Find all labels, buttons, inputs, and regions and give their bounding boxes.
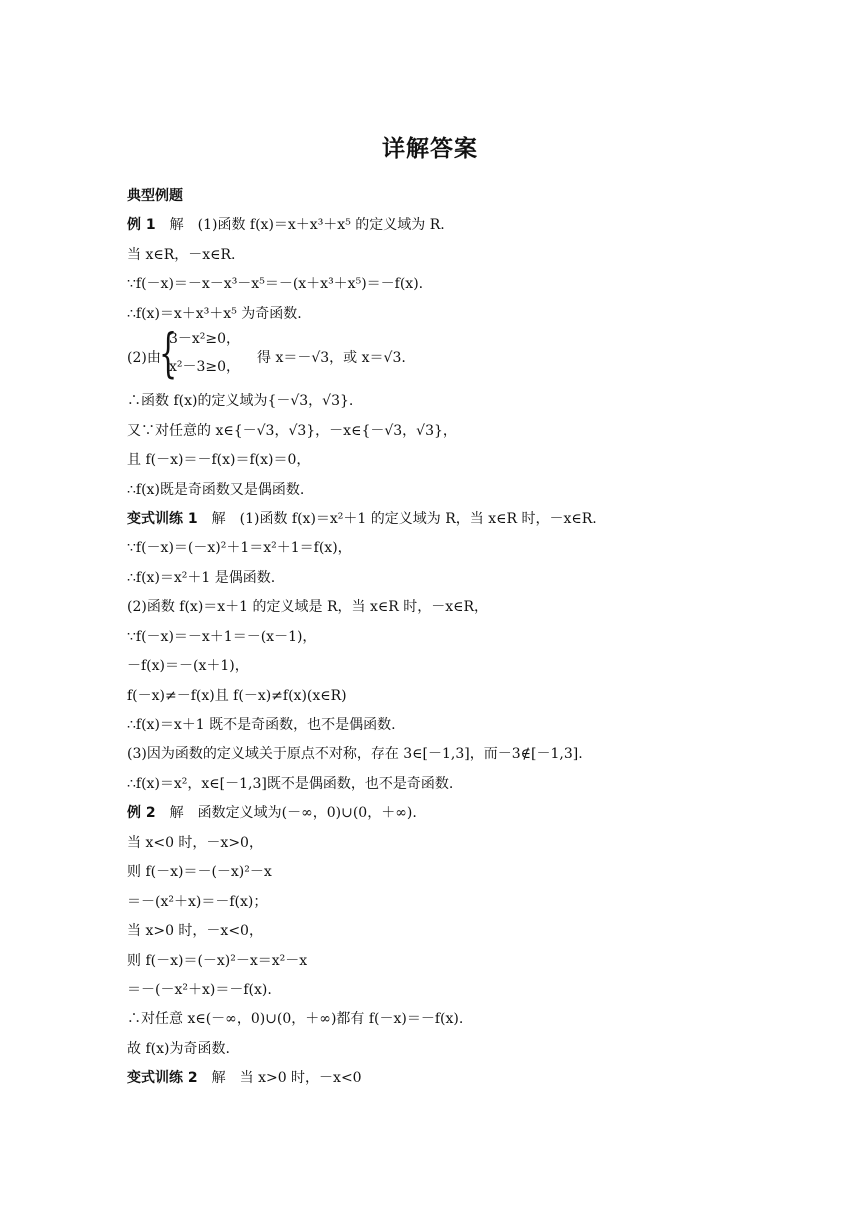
variant1-line-3: ∴f(x)＝x²＋1 是偶函数. xyxy=(127,569,276,586)
example2-line-6: 则 f(－x)＝(－x)²－x＝x²－x xyxy=(127,952,308,969)
variant1-line-9: (3)因为函数的定义域关于原点不对称，存在 3∈[－1,3]，而－3∉[－1,3]. xyxy=(127,746,583,763)
variant1-line-4: (2)函数 f(x)＝x＋1 的定义域是 R，当 x∈R 时，－x∈R， xyxy=(127,599,489,616)
example2-line-5: 当 x>0 时，－x<0， xyxy=(127,923,263,940)
example1-line-3: ∵f(－x)＝－x－x³－x⁵＝－(x＋x³＋x⁵)＝－f(x). xyxy=(127,276,424,293)
example1-line-4: ∴f(x)＝x＋x³＋x⁵ 为奇函数. xyxy=(127,305,302,322)
system-line-1: 3－x²≥0， xyxy=(169,331,241,348)
answer-content xyxy=(127,182,767,1094)
variant1-line-5: ∵f(－x)＝－x＋1＝－(x－1)， xyxy=(127,628,317,645)
system-line-2: x²－3≥0， xyxy=(169,359,241,376)
system-result: 得 x＝－√3，或 x＝√3. xyxy=(257,350,406,367)
variant1-label: 变式训练 1 xyxy=(127,510,198,527)
example1-line-1: 例 1 解 (1)函数 f(x)＝x＋x³＋x⁵ 的定义域为 R. xyxy=(127,217,445,234)
variant1-line-7: f(－x)≠－f(x)且 f(－x)≠f(x)(x∈R) xyxy=(127,687,347,704)
page-title: 详解答案 xyxy=(382,136,478,162)
example1-line-2: 当 x∈R，－x∈R. xyxy=(127,246,236,263)
example2-line-8: ∴对任意 x∈(－∞，0)∪(0，＋∞)都有 f(－x)＝－f(x). xyxy=(127,1011,464,1028)
example2-line-4: ＝－(x²＋x)＝－f(x)； xyxy=(127,893,268,910)
example1-after-2: 又∵对任意的 x∈{－√3，√3}，－x∈{－√3，√3}， xyxy=(127,422,457,439)
example2-line-9: 故 f(x)为奇函数. xyxy=(127,1040,230,1057)
left-brace-icon: { xyxy=(159,324,178,385)
variant1-line-6: －f(x)＝－(x＋1)， xyxy=(127,658,249,675)
inequality-system xyxy=(127,324,767,387)
example2-line-7: ＝－(－x²＋x)＝－f(x). xyxy=(127,981,272,998)
example2-line-2: 当 x<0 时，－x>0， xyxy=(127,834,263,851)
example1-after-3: 且 f(－x)＝－f(x)＝f(x)＝0， xyxy=(127,452,311,469)
variant1-line-2: ∵f(－x)＝(－x)²＋1＝x²＋1＝f(x)， xyxy=(127,540,352,557)
example2-label: 例 2 xyxy=(127,805,156,822)
variant1-line-10: ∴f(x)＝x²，x∈[－1,3]既不是偶函数，也不是奇函数. xyxy=(127,775,454,792)
example1-after-4: ∴f(x)既是奇函数又是偶函数. xyxy=(127,481,305,498)
system-lead: (2)由 xyxy=(127,350,161,367)
variant2-label: 变式训练 2 xyxy=(127,1070,198,1087)
variant1-line-1: 变式训练 1 解 (1)函数 f(x)＝x²＋1 的定义域为 R，当 x∈R 时，－x∈R. xyxy=(127,510,597,527)
section-heading: 典型例题 xyxy=(127,188,183,204)
example1-after-1: ∴函数 f(x)的定义域为{－√3，√3}. xyxy=(127,393,354,410)
variant2-line-1: 变式训练 2 解 当 x>0 时，－x<0 xyxy=(127,1070,362,1087)
variant1-line-8: ∴f(x)＝x＋1 既不是奇函数，也不是偶函数. xyxy=(127,717,396,733)
example1-label: 例 1 xyxy=(127,217,156,234)
example2-line-3: 则 f(－x)＝－(－x)²－x xyxy=(127,864,272,881)
example2-line-1: 例 2 解 函数定义域为(－∞，0)∪(0，＋∞). xyxy=(127,805,417,822)
